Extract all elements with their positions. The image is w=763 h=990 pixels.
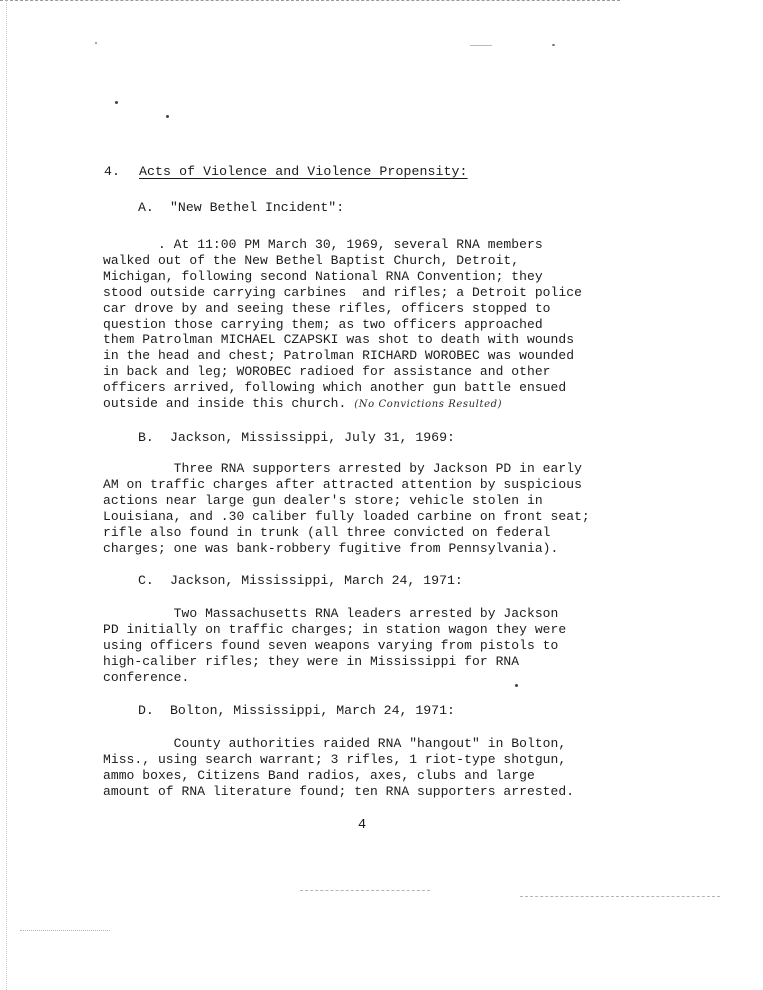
incident-letter: A. bbox=[138, 200, 154, 215]
paragraph-line: them Patrolman MICHAEL CZAPSKI was shot to death with wounds bbox=[103, 332, 575, 348]
paragraph-line-with-note bbox=[103, 396, 582, 413]
paragraph-line: AM on traffic charges after attracted attention by suspicious bbox=[103, 476, 582, 492]
paragraph-line: charges; one was bank-robbery fugitive from Pennsylvania). bbox=[103, 540, 559, 556]
paragraph-line: car drove by and seeing these rifles, officers stopped to bbox=[103, 300, 551, 316]
paragraph-line: outside and inside this church. bbox=[103, 396, 355, 412]
paragraph-line: Miss., using search warrant; 3 rifles, 1 riot-type shotgun, bbox=[103, 751, 567, 767]
incident-letter: C. bbox=[138, 573, 154, 588]
paragraph-line: question those carrying them; as two officers approached bbox=[103, 316, 543, 332]
incident-c-paragraph bbox=[103, 606, 566, 686]
paragraph-line: Three RNA supporters arrested by Jackson PD in early bbox=[103, 461, 582, 476]
paragraph-line: amount of RNA literature found; ten RNA supporters arrested. bbox=[103, 783, 575, 799]
incident-title: Jackson, Mississippi, July 31, 1969: bbox=[170, 430, 455, 445]
scan-artifact-line bbox=[20, 930, 110, 931]
incident-a-paragraph bbox=[103, 237, 582, 413]
paragraph-line: ammo boxes, Citizens Band radios, axes, clubs and large bbox=[103, 767, 535, 783]
incident-d-paragraph bbox=[103, 736, 574, 800]
paragraph-line: actions near large gun dealer's store; vehicle stolen in bbox=[103, 492, 543, 508]
section-title: Acts of Violence and Violence Propensity: bbox=[139, 164, 468, 179]
incident-letter: B. bbox=[138, 430, 154, 445]
photocopy-top-edge bbox=[0, 0, 620, 1]
incident-letter: D. bbox=[138, 703, 154, 718]
incident-b-paragraph bbox=[103, 461, 590, 556]
paragraph-line: walked out of the New Bethel Baptist Church, Detroit, bbox=[103, 252, 520, 268]
incident-a-heading bbox=[138, 200, 344, 215]
paragraph-line: Michigan, following second National RNA Convention; they bbox=[103, 268, 543, 284]
paragraph-line: conference. bbox=[103, 669, 190, 685]
paragraph-line: in the head and chest; Patrolman RICHARD WOROBEC was wounded bbox=[103, 348, 575, 364]
scan-speck bbox=[95, 42, 97, 44]
scan-speck bbox=[552, 44, 555, 46]
paragraph-line: officers arrived, following which another gun battle ensued bbox=[103, 380, 567, 396]
scan-artifact-line bbox=[520, 896, 720, 897]
paragraph-line: rifle also found in trunk (all three convicted on federal bbox=[103, 524, 551, 540]
paragraph-line: in back and leg; WOROBEC radioed for assistance and other bbox=[103, 364, 551, 380]
incident-d-heading bbox=[138, 703, 455, 718]
incident-c-heading bbox=[138, 573, 463, 588]
paragraph-line: PD initially on traffic charges; in station wagon they were bbox=[103, 621, 567, 637]
scan-speck bbox=[115, 101, 118, 104]
incident-b-heading bbox=[138, 430, 455, 445]
handwritten-annotation: (No Convictions Resulted) bbox=[354, 399, 503, 411]
photocopy-left-edge bbox=[6, 0, 7, 990]
incident-title: Bolton, Mississippi, March 24, 1971: bbox=[170, 703, 455, 718]
paragraph-line: Two Massachusetts RNA leaders arrested by Jackson bbox=[103, 606, 559, 621]
page-number: 4 bbox=[358, 818, 367, 833]
scan-speck bbox=[470, 45, 492, 46]
paragraph-line: Louisiana, and .30 caliber fully loaded carbine on front seat; bbox=[103, 508, 590, 524]
paragraph-line: high-caliber rifles; they were in Mississippi for RNA bbox=[103, 653, 520, 669]
incident-title: Jackson, Mississippi, March 24, 1971: bbox=[170, 573, 463, 588]
paragraph-line: stood outside carrying carbines and rifles; a Detroit police bbox=[103, 284, 582, 300]
section-number: 4. bbox=[104, 164, 121, 179]
scan-speck bbox=[166, 115, 169, 118]
scan-artifact-line bbox=[300, 890, 430, 891]
section-heading bbox=[104, 164, 468, 179]
paragraph-line: . At 11:00 PM March 30, 1969, several RNA members bbox=[103, 237, 543, 252]
paragraph-line: County authorities raided RNA "hangout" in Bolton, bbox=[103, 736, 567, 751]
paragraph-line: using officers found seven weapons varying from pistols to bbox=[103, 637, 559, 653]
incident-title: "New Bethel Incident": bbox=[170, 200, 345, 215]
